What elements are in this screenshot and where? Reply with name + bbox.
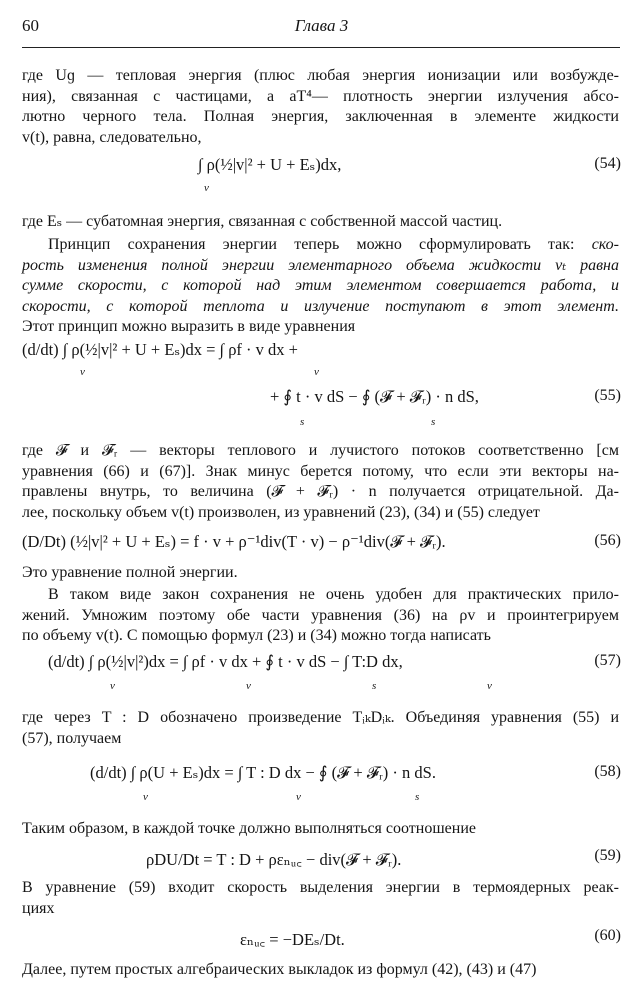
integral-limit: v (204, 182, 209, 194)
text-fragment: Принцип сохранения энергии теперь можно сформулировать так: (48, 236, 592, 253)
text-line: В уравнение (59) входит скорость выделения энергии в термоядерных реак- (22, 879, 619, 896)
paragraph-each-point: Таким образом, в каждой точке должно выполняться соотношение (22, 820, 476, 837)
text-line: правлены внутрь, то величина (𝓕 + 𝓕ᵣ) · n получается отрицательной. Да- (22, 483, 619, 500)
text-line: уравнения (66) и (67)]. Знак минус берется потому, что если эти векторы на- (22, 462, 619, 480)
text-line: где Uɡ — тепловая энергия (плюс любая энергия ионизации или возбужде- (22, 67, 619, 84)
text-line: В таком виде закон сохранения не очень удобен для практических прило- (48, 586, 619, 603)
paragraph-multiply (22, 585, 619, 647)
equation-55-line1: (d/dt) ∫ ρ(½|v|² + U + Eₛ)dx = ∫ ρf · v dx + (22, 340, 298, 359)
paragraph-combine (22, 708, 619, 749)
equation-number: (60) (594, 927, 621, 944)
header-rule (22, 47, 620, 48)
text-line: рость изменения полной энергии элементарного объема жидкости vₜ равна (22, 256, 619, 274)
integral-limit: s (300, 416, 305, 428)
paragraph-subatomic: где Eₛ — субатомная энергия, связанная с собственной массой частиц. (22, 213, 503, 230)
equation-number: (55) (594, 387, 621, 404)
equation-58: (d/dt) ∫ ρ(U + Eₛ)dx = ∫ T : D dx − ∮ (𝓕 + 𝓕ᵣ) · n dS. (90, 763, 436, 782)
integral-limit: s (431, 416, 436, 428)
equation-number: (54) (594, 155, 621, 172)
integral-limit: v (80, 366, 85, 378)
equation-57: (d/dt) ∫ ρ(½|v|²)dx = ∫ ρf · v dx + ∮ t · v dS − ∫ T:D dx, (48, 652, 403, 671)
equation-60: εₙᵤ꜀ = −DEₛ/Dt. (240, 930, 345, 949)
page-number: 60 (22, 16, 39, 35)
equation-number: (59) (594, 847, 621, 864)
running-header: Глава 3 (294, 16, 349, 35)
paragraph-total-energy: Это уравнение полной энергии. (22, 564, 238, 581)
text-line: (57), получаем (22, 729, 122, 747)
text-line: Этот принцип можно выразить в виде уравнения (22, 318, 356, 335)
integral-limit: v (296, 791, 301, 803)
text-line: лее, поскольку объем v(t) произволен, из уравнений (23), (34) и (55) следует (22, 503, 540, 521)
text-line: жений. Умножим поэтому обе части уравнения (36) на ρv и проинтегрируем (22, 606, 619, 624)
paragraph-conservation-principle (22, 235, 619, 338)
text-line: v(t), равна, следовательно, (22, 128, 202, 146)
text-line: скорости, с которой теплота и излучение поступают в этот элемент. (22, 297, 619, 315)
integral-limit: v (314, 366, 319, 378)
equation-55-line2: + ∮ t · v dS − ∮ (𝓕 + 𝓕ᵣ) · n dS, (270, 387, 479, 406)
equation-number: (56) (594, 532, 621, 549)
integral-limit: v (143, 791, 148, 803)
integral-limit: v (487, 680, 492, 692)
equation-59: ρDU/Dt = T : D + ρεₙᵤ꜀ − div(𝓕 + 𝓕ᵣ). (146, 850, 402, 869)
equation-54: ∫ ρ(½|v|² + U + Eₛ)dx, (198, 155, 342, 174)
integral-limit: v (246, 680, 251, 692)
text-line: сумме скорости, с которой над этим элементом совершается работа, и (22, 277, 619, 294)
equation-number: (58) (594, 763, 621, 780)
text-line: лютно черного тела. Полная энергия, заключенная в элементе жидкости (22, 108, 619, 125)
integral-limit: s (415, 791, 420, 803)
text-line (22, 235, 619, 256)
text-line: по объему v(t). С помощью формул (23) и (34) можно тогда написать (22, 627, 491, 644)
paragraph-thermal-energy (22, 66, 619, 148)
integral-limit: s (372, 680, 377, 692)
text-line: где через T : D обозначено произведение TᵢₖDᵢₖ. Объединяя уравнения (55) и (22, 709, 619, 726)
paragraph-flux-vectors (22, 441, 619, 523)
text-line: где 𝓕 и 𝓕ᵣ — векторы теплового и лучистого потоков соответственно [см (22, 442, 619, 459)
text-line: ния), связанная с частицами, а aT⁴— плотность энергии излучения абсо- (22, 87, 619, 105)
equation-56: (D/Dt) (½|v|² + U + Eₛ) = f · v + ρ⁻¹div(T · v) − ρ⁻¹div(𝓕 + 𝓕ᵣ). (22, 532, 446, 551)
equation-number: (57) (594, 652, 621, 669)
paragraph-further: Далее, путем простых алгебраических выкладок из формул (42), (43) и (47) (22, 961, 537, 978)
paragraph-thermonuclear (22, 878, 619, 919)
text-line: циях (22, 899, 55, 917)
text-fragment: ско- (591, 236, 619, 253)
integral-limit: v (110, 680, 115, 692)
